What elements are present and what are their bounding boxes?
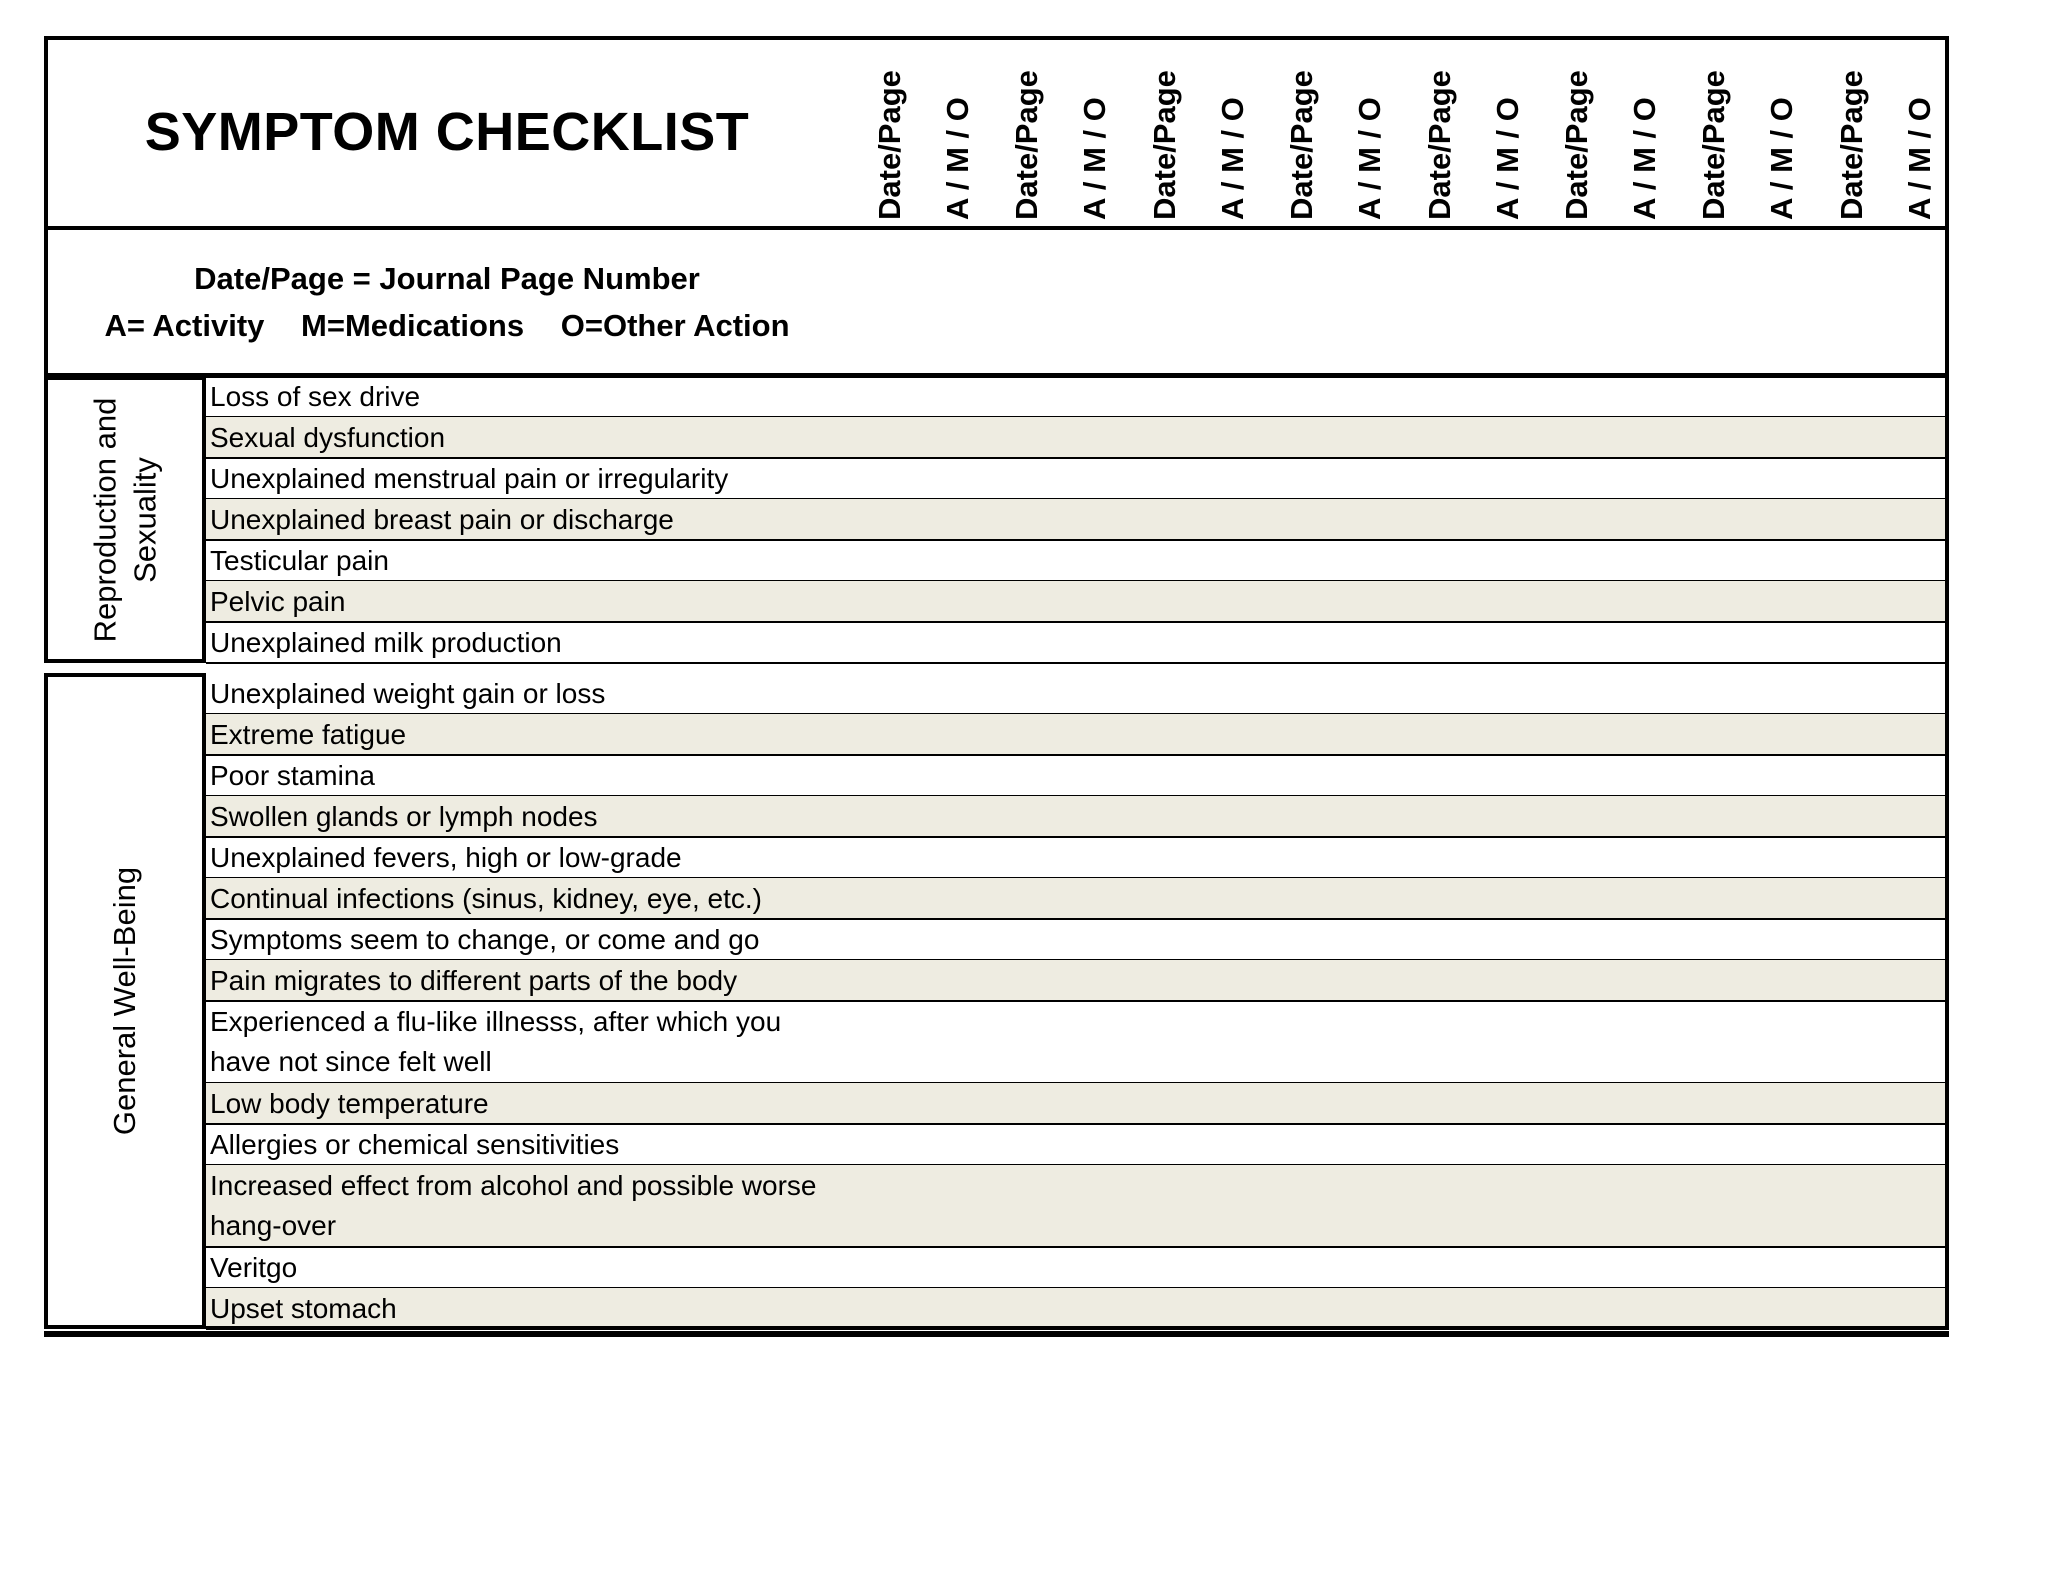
entry-cell[interactable] <box>1125 417 1262 458</box>
entry-cell[interactable] <box>1812 919 1949 960</box>
entry-cell[interactable] <box>987 1288 1124 1329</box>
section-label-line-2: Sexuality <box>127 456 162 583</box>
entry-cell[interactable] <box>1674 540 1811 581</box>
entry-cell[interactable] <box>850 919 987 960</box>
entry-cell[interactable] <box>1674 458 1811 499</box>
entry-cell[interactable] <box>1125 622 1262 663</box>
entry-cell[interactable] <box>850 417 987 458</box>
entry-cell[interactable] <box>1812 1247 1949 1288</box>
entry-cell[interactable] <box>850 755 987 796</box>
entry-cell[interactable] <box>987 714 1124 755</box>
entry-cell[interactable] <box>987 960 1124 1001</box>
entry-cell[interactable] <box>1400 1124 1537 1165</box>
entry-cell[interactable] <box>1674 714 1811 755</box>
entry-cell[interactable] <box>850 622 987 663</box>
entry-cell[interactable] <box>1125 796 1262 837</box>
legend-activity: A= Activity <box>104 308 265 343</box>
entry-cell[interactable] <box>1812 540 1949 581</box>
section-label-line-1: Reproduction and <box>87 397 122 642</box>
symptom-label-continued: have not since felt well <box>210 1046 492 1077</box>
symptom-label: Unexplained menstrual pain or irregularity <box>210 463 729 494</box>
entry-cell[interactable] <box>1674 417 1811 458</box>
entry-cell[interactable] <box>1125 458 1262 499</box>
symptom-label: Continual infections (sinus, kidney, eye, etc.) <box>210 883 762 914</box>
entry-cell[interactable] <box>1812 714 1949 755</box>
symptom-label: Extreme fatigue <box>210 719 407 750</box>
column-header-date-page: Date/Page <box>1009 70 1045 220</box>
entry-cell[interactable] <box>1125 714 1262 755</box>
entry-cell[interactable] <box>1400 960 1537 1001</box>
entry-cell[interactable] <box>1125 499 1262 540</box>
column-header-date-page: Date/Page <box>872 70 907 220</box>
entry-cell[interactable] <box>1262 1083 1399 1124</box>
section-border <box>44 1325 206 1329</box>
symptom-label-continued: hang-over <box>210 1210 337 1241</box>
column-header-amo: A / M / O <box>1627 97 1662 220</box>
entry-cell[interactable] <box>1262 1288 1399 1329</box>
entry-cell[interactable] <box>1812 458 1949 499</box>
entry-cell[interactable] <box>1537 919 1674 960</box>
entry-cell[interactable] <box>1537 960 1674 1001</box>
legend-line-2 <box>90 302 803 349</box>
entry-cell[interactable] <box>1674 960 1811 1001</box>
entry-cell[interactable] <box>1262 755 1399 796</box>
section-border <box>44 659 206 663</box>
entry-cell[interactable] <box>1262 458 1399 499</box>
entry-cell[interactable] <box>1537 581 1674 622</box>
entry-cell[interactable] <box>1537 622 1674 663</box>
entry-cell[interactable] <box>1262 417 1399 458</box>
entry-cell[interactable] <box>1674 1124 1811 1165</box>
entry-cell[interactable] <box>1537 755 1674 796</box>
entry-cell[interactable] <box>1537 714 1674 755</box>
entry-cell[interactable] <box>1262 1001 1399 1083</box>
entry-cell[interactable] <box>1125 673 1262 714</box>
entry-cell[interactable] <box>1812 622 1949 663</box>
entry-cell[interactable] <box>850 540 987 581</box>
entry-cell[interactable] <box>850 796 987 837</box>
entry-cell[interactable] <box>987 581 1124 622</box>
entry-cell[interactable] <box>1674 1165 1811 1247</box>
entry-cell[interactable] <box>1400 755 1537 796</box>
entry-cell[interactable] <box>1262 1165 1399 1247</box>
entry-cell[interactable] <box>1812 755 1949 796</box>
entry-cell[interactable] <box>1812 417 1949 458</box>
entry-cell[interactable] <box>1812 837 1949 878</box>
entry-cell[interactable] <box>1812 1165 1949 1247</box>
section-border <box>44 376 48 663</box>
symptom-label: Sexual dysfunction <box>210 422 446 453</box>
entry-cell[interactable] <box>1262 878 1399 919</box>
entry-cell[interactable] <box>1812 960 1949 1001</box>
entry-cell[interactable] <box>987 622 1124 663</box>
entry-cell[interactable] <box>1125 376 1262 417</box>
section-border <box>202 673 206 1329</box>
row-divider <box>206 662 1949 664</box>
entry-cell[interactable] <box>1400 622 1537 663</box>
entry-cell[interactable] <box>850 878 987 919</box>
entry-cell[interactable] <box>1400 878 1537 919</box>
entry-cell[interactable] <box>1674 376 1811 417</box>
column-header-date-page: Date/Page <box>1696 70 1732 220</box>
entry-cell[interactable] <box>1400 796 1537 837</box>
section-border <box>44 673 206 677</box>
entry-cell[interactable] <box>850 1288 987 1329</box>
entry-cell[interactable] <box>1400 499 1537 540</box>
entry-cell[interactable] <box>1125 919 1262 960</box>
entry-cell[interactable] <box>1400 1288 1537 1329</box>
entry-cell[interactable] <box>1674 796 1811 837</box>
column-header-date-page: Date/Page <box>1559 70 1594 220</box>
entry-cell[interactable] <box>1537 1124 1674 1165</box>
legend-line-1: Date/Page = Journal Page Number <box>194 261 700 296</box>
bottom-shadow <box>44 1331 1949 1337</box>
entry-cell[interactable] <box>987 919 1124 960</box>
entry-cell[interactable] <box>1400 376 1537 417</box>
entry-cell[interactable] <box>1125 540 1262 581</box>
entry-cell[interactable] <box>850 1165 987 1247</box>
symptom-label: Swollen glands or lymph nodes <box>210 801 598 832</box>
border-right <box>1945 36 1949 1329</box>
entry-cell[interactable] <box>1812 1124 1949 1165</box>
section-border <box>44 673 48 1329</box>
entry-cell[interactable] <box>1262 796 1399 837</box>
entry-cell[interactable] <box>987 458 1124 499</box>
entry-cell[interactable] <box>850 714 987 755</box>
entry-cell[interactable] <box>1537 376 1674 417</box>
section-label <box>85 673 165 1329</box>
entry-cell[interactable] <box>1537 540 1674 581</box>
entry-cell[interactable] <box>1674 878 1811 919</box>
symptom-label: Unexplained weight gain or loss <box>210 678 606 709</box>
entry-cell[interactable] <box>1400 837 1537 878</box>
symptom-label: Pain migrates to different parts of the body <box>210 965 738 996</box>
entry-cell[interactable] <box>1674 755 1811 796</box>
entry-cell[interactable] <box>850 376 987 417</box>
section-border <box>202 376 206 663</box>
entry-cell[interactable] <box>1674 1083 1811 1124</box>
entry-cell[interactable] <box>1812 1288 1949 1329</box>
symptom-label: Unexplained milk production <box>210 627 562 658</box>
symptom-label: Unexplained breast pain or discharge <box>210 504 674 535</box>
entry-cell[interactable] <box>1125 1001 1262 1083</box>
symptom-label: Unexplained fevers, high or low-grade <box>210 842 682 873</box>
entry-cell[interactable] <box>987 1083 1124 1124</box>
symptom-label: Testicular pain <box>210 545 389 576</box>
column-header-amo: A / M / O <box>1489 97 1525 220</box>
entry-cell[interactable] <box>1537 673 1674 714</box>
entry-cell[interactable] <box>1400 1247 1537 1288</box>
entry-cell[interactable] <box>987 1165 1124 1247</box>
entry-cell[interactable] <box>987 878 1124 919</box>
legend-medications: M=Medications <box>301 308 525 343</box>
entry-cell[interactable] <box>1674 581 1811 622</box>
symptom-label: Upset stomach <box>210 1293 397 1324</box>
entry-cell[interactable] <box>1537 458 1674 499</box>
column-header-date-page: Date/Page <box>1284 70 1320 220</box>
border-left <box>44 36 48 376</box>
entry-cell[interactable] <box>850 581 987 622</box>
entry-cell[interactable] <box>1262 960 1399 1001</box>
entry-cell[interactable] <box>987 540 1124 581</box>
entry-cell[interactable] <box>1125 1083 1262 1124</box>
section-label <box>85 376 165 663</box>
entry-cell[interactable] <box>987 673 1124 714</box>
entry-cell[interactable] <box>987 755 1124 796</box>
entry-cell[interactable] <box>1812 796 1949 837</box>
entry-cell[interactable] <box>1674 837 1811 878</box>
column-header-amo: A / M / O <box>940 97 975 220</box>
entry-cell[interactable] <box>1400 1001 1537 1083</box>
entry-cell[interactable] <box>987 796 1124 837</box>
section-label-line-1: General Well-Being <box>107 866 142 1136</box>
entry-cell[interactable] <box>1262 376 1399 417</box>
entry-cell[interactable] <box>1125 1124 1262 1165</box>
entry-cell[interactable] <box>1812 878 1949 919</box>
symptom-label: Loss of sex drive <box>210 381 421 412</box>
entry-cell[interactable] <box>1537 1165 1674 1247</box>
legend-other: O=Other Action <box>560 308 790 343</box>
column-header-amo: A / M / O <box>1077 97 1113 220</box>
page-title: SYMPTOM CHECKLIST <box>144 102 750 162</box>
symptom-label: Increased effect from alcohol and possible worse <box>210 1170 817 1201</box>
entry-cell[interactable] <box>1262 581 1399 622</box>
column-header-amo: A / M / O <box>1214 97 1250 220</box>
column-header-amo: A / M / O <box>1901 97 1937 220</box>
entry-cell[interactable] <box>987 417 1124 458</box>
symptom-label: Pelvic pain <box>210 586 346 617</box>
entry-cell[interactable] <box>1537 1001 1674 1083</box>
column-header-date-page: Date/Page <box>1833 70 1869 220</box>
entry-cell[interactable] <box>1125 878 1262 919</box>
entry-cell[interactable] <box>1262 1247 1399 1288</box>
symptom-label: Allergies or chemical sensitivities <box>210 1129 620 1160</box>
entry-cell[interactable] <box>1400 581 1537 622</box>
entry-cell[interactable] <box>1674 1247 1811 1288</box>
entry-cell[interactable] <box>1537 878 1674 919</box>
entry-cell[interactable] <box>987 837 1124 878</box>
entry-cell[interactable] <box>1812 376 1949 417</box>
entry-cell[interactable] <box>1674 622 1811 663</box>
entry-cell[interactable] <box>1125 1247 1262 1288</box>
entry-cell[interactable] <box>1400 540 1537 581</box>
column-header-amo: A / M / O <box>1764 97 1800 220</box>
entry-cell[interactable] <box>1812 499 1949 540</box>
entry-cell[interactable] <box>1674 1001 1811 1083</box>
entry-cell[interactable] <box>987 1001 1124 1083</box>
entry-cell[interactable] <box>1537 837 1674 878</box>
header-divider <box>44 226 1949 230</box>
entry-cell[interactable] <box>1400 919 1537 960</box>
entry-cell[interactable] <box>1125 837 1262 878</box>
symptom-label: Experienced a flu-like illnesss, after which you <box>210 1006 782 1037</box>
entry-cell[interactable] <box>1674 499 1811 540</box>
entry-cell[interactable] <box>1125 1288 1262 1329</box>
entry-cell[interactable] <box>1537 1083 1674 1124</box>
symptom-checklist-sheet <box>44 36 1949 1348</box>
entry-cell[interactable] <box>1125 755 1262 796</box>
legend <box>44 228 850 376</box>
entry-cell[interactable] <box>1262 499 1399 540</box>
entry-cell[interactable] <box>1812 1083 1949 1124</box>
entry-cell[interactable] <box>1674 1288 1811 1329</box>
entry-cell[interactable] <box>1674 673 1811 714</box>
column-header-date-page: Date/Page <box>1421 70 1457 220</box>
entry-cell[interactable] <box>1400 1083 1537 1124</box>
symptom-label: Low body temperature <box>210 1088 489 1119</box>
symptom-label: Poor stamina <box>210 760 375 791</box>
entry-cell[interactable] <box>1537 796 1674 837</box>
entry-cell[interactable] <box>1125 1165 1262 1247</box>
entry-cell[interactable] <box>1537 1288 1674 1329</box>
entry-cell[interactable] <box>1812 673 1949 714</box>
symptom-label: Veritgo <box>210 1252 298 1283</box>
entry-cell[interactable] <box>987 376 1124 417</box>
entry-cell[interactable] <box>1262 919 1399 960</box>
entry-cell[interactable] <box>1262 673 1399 714</box>
entry-cell[interactable] <box>1262 837 1399 878</box>
entry-cell[interactable] <box>987 1124 1124 1165</box>
entry-cell[interactable] <box>987 1247 1124 1288</box>
border-top <box>44 36 1949 40</box>
entry-cell[interactable] <box>1537 499 1674 540</box>
entry-cell[interactable] <box>850 673 987 714</box>
column-header-amo: A / M / O <box>1352 97 1388 220</box>
entry-cell[interactable] <box>850 1083 987 1124</box>
entry-cell[interactable] <box>1400 458 1537 499</box>
entry-cell[interactable] <box>1262 540 1399 581</box>
border-bottom <box>206 1326 1949 1330</box>
entry-cell[interactable] <box>1400 673 1537 714</box>
entry-cell[interactable] <box>1262 1124 1399 1165</box>
entry-cell[interactable] <box>1674 919 1811 960</box>
entry-cell[interactable] <box>987 499 1124 540</box>
entry-cell[interactable] <box>850 499 987 540</box>
symptom-label: Symptoms seem to change, or come and go <box>210 924 760 955</box>
entry-cell[interactable] <box>1125 581 1262 622</box>
entry-cell[interactable] <box>1262 622 1399 663</box>
entry-cell[interactable] <box>1812 581 1949 622</box>
entry-cell[interactable] <box>1400 714 1537 755</box>
entry-cell[interactable] <box>850 1124 987 1165</box>
entry-cell[interactable] <box>850 960 987 1001</box>
entry-cell[interactable] <box>1125 960 1262 1001</box>
entry-cell[interactable] <box>1262 714 1399 755</box>
entry-cell[interactable] <box>850 458 987 499</box>
entry-cell[interactable] <box>850 837 987 878</box>
column-header-date-page: Date/Page <box>1146 70 1182 220</box>
legend-divider <box>44 373 1949 378</box>
entry-cell[interactable] <box>1812 1001 1949 1083</box>
entry-cell[interactable] <box>1537 1247 1674 1288</box>
entry-cell[interactable] <box>850 1001 987 1083</box>
entry-cell[interactable] <box>1537 417 1674 458</box>
entry-cell[interactable] <box>1400 1165 1537 1247</box>
entry-cell[interactable] <box>1400 417 1537 458</box>
entry-cell[interactable] <box>850 1247 987 1288</box>
